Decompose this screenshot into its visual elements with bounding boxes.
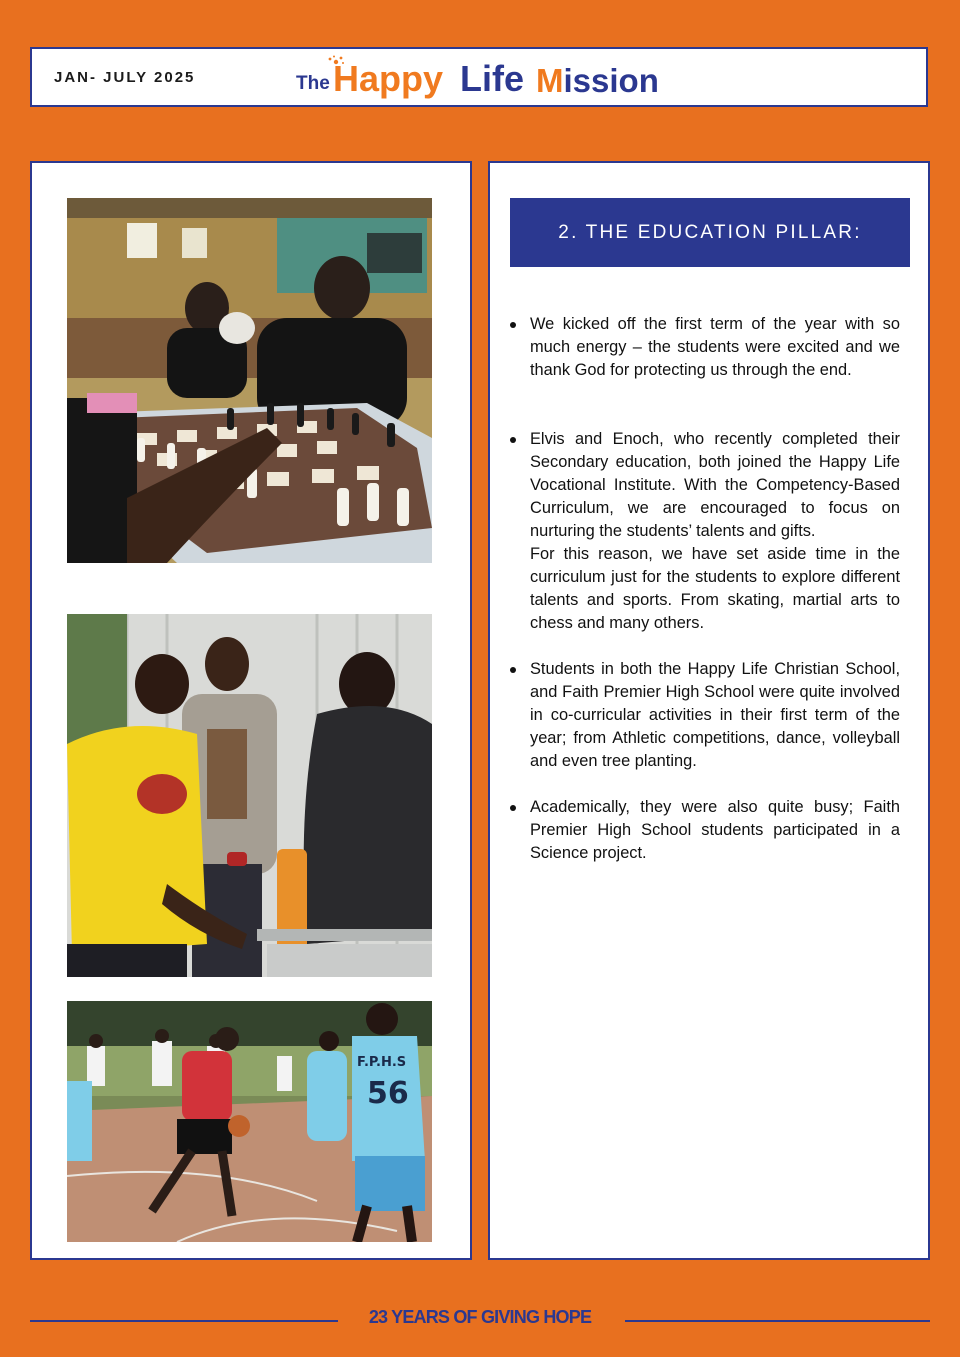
jersey-number: 56	[367, 1076, 409, 1111]
basketball-photo	[67, 1001, 432, 1242]
list-item: We kicked off the first term of the year with so much energy – the students were excited and we thank God for protecting us through the end.	[530, 313, 900, 382]
photo-panel	[30, 161, 472, 1260]
issue-date: JAN- JULY 2025	[54, 69, 196, 86]
logo-happy: Happy	[333, 58, 444, 99]
section-title: 2. THE EDUCATION PILLAR:	[510, 198, 910, 267]
logo-the: The	[296, 73, 330, 94]
logo-life: Life	[460, 58, 525, 99]
list-item: Academically, they were also quite busy; Faith Premier High School students participated in a Science project.	[530, 796, 900, 865]
bullet-icon	[510, 805, 516, 811]
bullet-icon	[510, 437, 516, 443]
footer-tagline: 23 YEARS OF GIVING HOPE	[368, 1307, 592, 1327]
text-panel	[488, 161, 930, 1260]
chess-photo	[67, 198, 432, 563]
bullet-icon	[510, 667, 516, 673]
page-header	[30, 47, 928, 107]
bullet-icon	[510, 322, 516, 328]
list-item: Students in both the Happy Life Christian School, and Faith Premier High School were quite involved in co-curricular activities in their first term of the year; from Athletic competitions, dance, volleyball and even tree planting.	[530, 658, 900, 773]
footer-divider-left	[30, 1320, 338, 1322]
jersey-text: F.P.H.S	[357, 1055, 407, 1070]
list-item: Elvis and Enoch, who recently completed their Secondary education, both joined the Happy Life Vocational Institute. With the Competency-Based Curriculum, we are encouraged to focus on nurturing the students’ talents and gifts. For this reason, we have set aside time in the curriculum just for the students to explore different talents and sports. From skating, martial arts to chess and many others.	[530, 428, 900, 635]
vocational-workshop-photo	[67, 614, 432, 977]
bullet-list	[530, 313, 900, 865]
logo-mission: Mission	[536, 62, 659, 99]
footer-divider-right	[625, 1320, 930, 1322]
